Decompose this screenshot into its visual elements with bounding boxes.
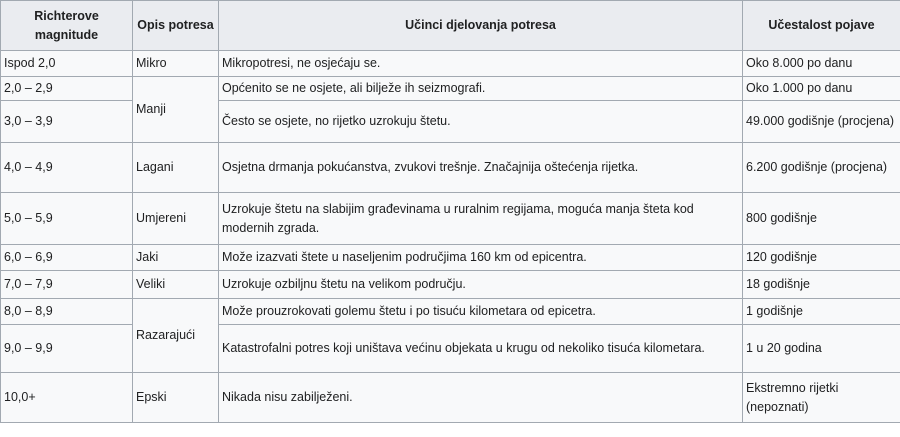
- magnitude-cell: 8,0 – 8,9: [1, 299, 133, 325]
- frequency-cell: Oko 8.000 po danu: [743, 51, 900, 77]
- frequency-cell: 18 godišnje: [743, 271, 900, 299]
- magnitude-cell: 6,0 – 6,9: [1, 245, 133, 271]
- description-cell: Lagani: [133, 143, 219, 193]
- effects-cell: Osjetna drmanja pokućanstva, zvukovi trešnje. Značajnija oštećenja rijetka.: [219, 143, 743, 193]
- table-row: [1, 373, 900, 423]
- magnitude-cell: 7,0 – 7,9: [1, 271, 133, 299]
- effects-cell: Uzrokuje štetu na slabijim građevinama u ruralnim regijama, moguća manja šteta kod modernih zgrada.: [219, 193, 743, 245]
- table-header-row: [1, 1, 900, 51]
- magnitude-cell: Ispod 2,0: [1, 51, 133, 77]
- table-row: [1, 299, 900, 325]
- description-cell: Epski: [133, 373, 219, 423]
- header-magnitude: Richterove magnitude: [1, 1, 133, 51]
- effects-cell: Često se osjete, no rijetko uzrokuju štetu.: [219, 101, 743, 143]
- magnitude-cell: 4,0 – 4,9: [1, 143, 133, 193]
- magnitude-cell: 2,0 – 2,9: [1, 77, 133, 101]
- effects-cell: Katastrofalni potres koji uništava većinu objekata u krugu od nekoliko tisuća kilometara.: [219, 325, 743, 373]
- frequency-cell: 120 godišnje: [743, 245, 900, 271]
- header-frequency: Učestalost pojave: [743, 1, 900, 51]
- frequency-cell: 1 godišnje: [743, 299, 900, 325]
- description-cell: Umjereni: [133, 193, 219, 245]
- magnitude-cell: 3,0 – 3,9: [1, 101, 133, 143]
- magnitude-cell: 9,0 – 9,9: [1, 325, 133, 373]
- table-row: [1, 245, 900, 271]
- frequency-cell: 1 u 20 godina: [743, 325, 900, 373]
- table-row: [1, 51, 900, 77]
- magnitude-cell: 10,0+: [1, 373, 133, 423]
- frequency-cell: 49.000 godišnje (procjena): [743, 101, 900, 143]
- effects-cell: Nikada nisu zabilježeni.: [219, 373, 743, 423]
- effects-cell: Općenito se ne osjete, ali bilježe ih seizmografi.: [219, 77, 743, 101]
- header-effects: Učinci djelovanja potresa: [219, 1, 743, 51]
- effects-cell: Može izazvati štete u naseljenim područjima 160 km od epicentra.: [219, 245, 743, 271]
- effects-cell: Može prouzrokovati golemu štetu i po tisuću kilometara od epicetra.: [219, 299, 743, 325]
- description-cell: Manji: [133, 77, 219, 143]
- description-cell: Mikro: [133, 51, 219, 77]
- table-row: [1, 271, 900, 299]
- frequency-cell: Ekstremno rijetki (nepoznati): [743, 373, 900, 423]
- frequency-cell: Oko 1.000 po danu: [743, 77, 900, 101]
- header-description: Opis potresa: [133, 1, 219, 51]
- frequency-cell: 800 godišnje: [743, 193, 900, 245]
- description-cell: Veliki: [133, 271, 219, 299]
- description-cell: Jaki: [133, 245, 219, 271]
- description-cell: Razarajući: [133, 299, 219, 373]
- table-row: [1, 143, 900, 193]
- table-row: [1, 193, 900, 245]
- effects-cell: Mikropotresi, ne osjećaju se.: [219, 51, 743, 77]
- effects-cell: Uzrokuje ozbiljnu štetu na velikom području.: [219, 271, 743, 299]
- frequency-cell: 6.200 godišnje (procjena): [743, 143, 900, 193]
- magnitude-cell: 5,0 – 5,9: [1, 193, 133, 245]
- table-row: [1, 77, 900, 101]
